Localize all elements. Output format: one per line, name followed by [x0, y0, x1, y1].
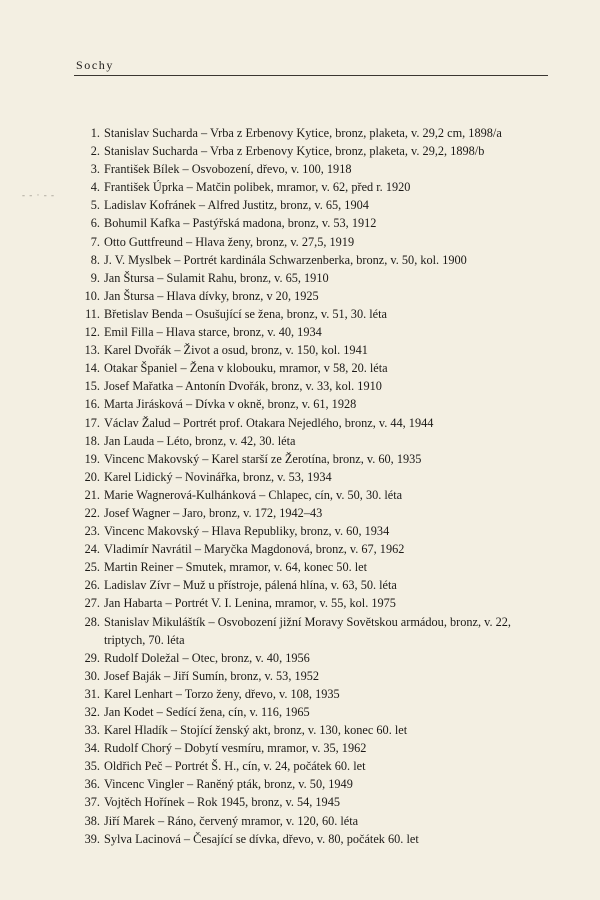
entry-number: 12.	[84, 325, 100, 340]
entry-number: 21.	[84, 487, 100, 502]
list-item	[70, 142, 540, 160]
entry-text: Bohumil Kafka – Pastýřská madona, bronz, v. 53, 1912	[104, 216, 377, 231]
entry-number: 31.	[84, 686, 100, 701]
list-item	[70, 214, 540, 232]
list-item	[70, 251, 540, 269]
entry-number: 10.	[84, 288, 100, 303]
entry-number: 28.	[84, 614, 100, 629]
list-item	[70, 504, 540, 522]
entry-text: Jan Štursa – Hlava dívky, bronz, v 20, 1925	[104, 288, 319, 303]
entry-text: Vincenc Vingler – Raněný pták, bronz, v. 50, 1949	[104, 777, 353, 792]
entry-text: Karel Lenhart – Torzo ženy, dřevo, v. 108, 1935	[104, 686, 340, 701]
list-item	[70, 594, 540, 612]
entry-text: Břetislav Benda – Osušující se žena, bronz, v. 51, 30. léta	[104, 306, 387, 321]
entry-text: Otto Guttfreund – Hlava ženy, bronz, v. 27,5, 1919	[104, 234, 355, 249]
entry-number: 2.	[90, 144, 100, 159]
entry-number: 7.	[90, 234, 100, 249]
entry-text: Jan Lauda – Léto, bronz, v. 42, 30. léta	[104, 433, 296, 448]
entry-text: Oldřich Peč – Portrét Š. H., cín, v. 24, počátek 60. let	[104, 759, 366, 774]
entry-number: 22.	[84, 505, 100, 520]
list-item	[70, 414, 540, 432]
entry-number: 19.	[84, 451, 100, 466]
entry-number: 1.	[90, 126, 100, 140]
list-item	[70, 613, 540, 649]
list-item	[70, 721, 540, 739]
entry-text: Jan Štursa – Sulamit Rahu, bronz, v. 65, 1910	[104, 270, 329, 285]
entry-number: 16.	[84, 397, 100, 412]
list-item	[70, 830, 540, 848]
entry-number: 39.	[84, 831, 100, 846]
entry-number: 9.	[90, 270, 100, 285]
entry-text: Josef Baják – Jiří Sumín, bronz, v. 53, 1952	[104, 668, 320, 683]
entry-text: Sylva Lacinová – Česající se dívka, dřevo, v. 80, počátek 60. let	[104, 831, 419, 846]
entry-number: 29.	[84, 650, 100, 665]
list-item	[70, 739, 540, 757]
entry-number: 4.	[90, 180, 100, 195]
entry-number: 26.	[84, 578, 100, 593]
entry-number: 3.	[90, 162, 100, 177]
list-item	[70, 703, 540, 721]
entry-text: Karel Dvořák – Život a osud, bronz, v. 150, kol. 1941	[104, 343, 368, 358]
sculpture-list	[70, 124, 540, 848]
entry-text: Josef Mařatka – Antonín Dvořák, bronz, v. 33, kol. 1910	[104, 379, 382, 394]
list-item	[70, 522, 540, 540]
entry-text: Emil Filla – Hlava starce, bronz, v. 40, 1934	[104, 325, 322, 340]
entry-number: 8.	[90, 252, 100, 267]
list-item	[70, 196, 540, 214]
entry-text: Martin Reiner – Smutek, mramor, v. 64, konec 50. let	[104, 560, 368, 575]
entry-text: Ladislav Kofránek – Alfred Justitz, bronz, v. 65, 1904	[104, 198, 369, 213]
entry-text: Karel Hladík – Stojící ženský akt, bronz, v. 130, konec 60. let	[104, 723, 408, 738]
entry-number: 37.	[84, 795, 100, 810]
list-item	[70, 432, 540, 450]
entry-number: 25.	[84, 560, 100, 575]
entry-number: 32.	[84, 705, 100, 719]
entry-text: Vincenc Makovský – Karel starší ze Žerotína, bronz, v. 60, 1935	[104, 451, 422, 466]
entry-text: Ladislav Zívr – Muž u přístroje, pálená hlína, v. 63, 50. léta	[104, 578, 397, 593]
entry-text: Stanislav Sucharda – Vrba z Erbenovy Kytice, bronz, plaketa, v. 29,2 cm, 1898/a	[104, 126, 502, 140]
list-item	[70, 486, 540, 504]
entry-text: Josef Wagner – Jaro, bronz, v. 172, 1942–43	[104, 505, 323, 520]
entry-text: Vladimír Navrátil – Maryčka Magdonová, bronz, v. 67, 1962	[104, 542, 405, 557]
list-item	[70, 341, 540, 359]
entry-number: 15.	[84, 379, 100, 394]
list-item	[70, 793, 540, 811]
entry-text: Vincenc Makovský – Hlava Republiky, bronz, v. 60, 1934	[104, 524, 390, 539]
entry-number: 17.	[84, 415, 100, 430]
entry-text: Rudolf Chorý – Dobytí vesmíru, mramor, v. 35, 1962	[104, 741, 367, 756]
list-item	[70, 685, 540, 703]
list-item	[70, 377, 540, 395]
entry-number: 27.	[84, 596, 100, 611]
entry-number: 30.	[84, 668, 100, 683]
entry-number: 18.	[84, 433, 100, 448]
list-item	[70, 558, 540, 576]
margin-smudge: - - · - -	[22, 190, 55, 200]
list-item	[70, 305, 540, 323]
entry-text: František Bílek – Osvobození, dřevo, v. 100, 1918	[104, 162, 352, 177]
entry-number: 5.	[90, 198, 100, 213]
entry-text: Marta Jirásková – Dívka v okně, bronz, v. 61, 1928	[104, 397, 357, 412]
entry-text: Karel Lidický – Novinářka, bronz, v. 53, 1934	[104, 469, 332, 484]
list-item	[70, 323, 540, 341]
entry-number: 23.	[84, 524, 100, 539]
entry-number: 11.	[85, 306, 100, 321]
entry-number: 13.	[84, 343, 100, 358]
entry-text: Otakar Španiel – Žena v klobouku, mramor, v 58, 20. léta	[104, 361, 388, 376]
entry-text: J. V. Myslbek – Portrét kardinála Schwarzenberka, bronz, v. 50, kol. 1900	[104, 252, 467, 267]
entry-number: 24.	[84, 542, 100, 557]
list-item	[70, 576, 540, 594]
entry-number: 38.	[84, 813, 100, 828]
list-item	[70, 649, 540, 667]
entry-text: Stanislav Mikuláštík – Osvobození jižní Moravy Sovětskou armádou, bronz, v. 22, triptych, 70. léta	[104, 614, 511, 647]
entry-text: Jiří Marek – Ráno, červený mramor, v. 120, 60. léta	[104, 813, 359, 828]
list-item	[70, 775, 540, 793]
entry-number: 6.	[90, 216, 100, 231]
list-item	[70, 757, 540, 775]
list-item	[70, 395, 540, 413]
list-item	[70, 812, 540, 830]
entry-number: 20.	[84, 469, 100, 484]
entry-number: 35.	[84, 759, 100, 774]
list-item	[70, 540, 540, 558]
list-item	[70, 124, 540, 142]
entry-text: Marie Wagnerová-Kulhánková – Chlapec, cín, v. 50, 30. léta	[104, 487, 403, 502]
header-rule	[74, 75, 548, 76]
entry-text: Jan Kodet – Sedící žena, cín, v. 116, 1965	[104, 705, 310, 719]
entry-text: Stanislav Sucharda – Vrba z Erbenovy Kytice, bronz, plaketa, v. 29,2, 1898/b	[104, 144, 485, 159]
list-item	[70, 667, 540, 685]
entry-text: Rudolf Doležal – Otec, bronz, v. 40, 1956	[104, 650, 310, 665]
entry-text: František Úprka – Matčin polibek, mramor, v. 62, před r. 1920	[104, 180, 411, 195]
entry-text: Václav Žalud – Portrét prof. Otakara Nejedlého, bronz, v. 44, 1944	[104, 415, 434, 430]
list-item	[70, 450, 540, 468]
entry-text: Jan Habarta – Portrét V. I. Lenina, mramor, v. 55, kol. 1975	[104, 596, 396, 611]
list-item	[70, 269, 540, 287]
entry-number: 14.	[84, 361, 100, 376]
list-item	[70, 359, 540, 377]
entry-text: Vojtěch Hořínek – Rok 1945, bronz, v. 54, 1945	[104, 795, 341, 810]
list-item	[70, 178, 540, 196]
entry-number: 33.	[84, 723, 100, 738]
list-item	[70, 233, 540, 251]
list-item	[70, 468, 540, 486]
entry-number: 34.	[84, 741, 100, 756]
entry-number: 36.	[84, 777, 100, 792]
running-title: Sochy	[76, 58, 114, 72]
list-item	[70, 160, 540, 178]
list-item	[70, 287, 540, 305]
